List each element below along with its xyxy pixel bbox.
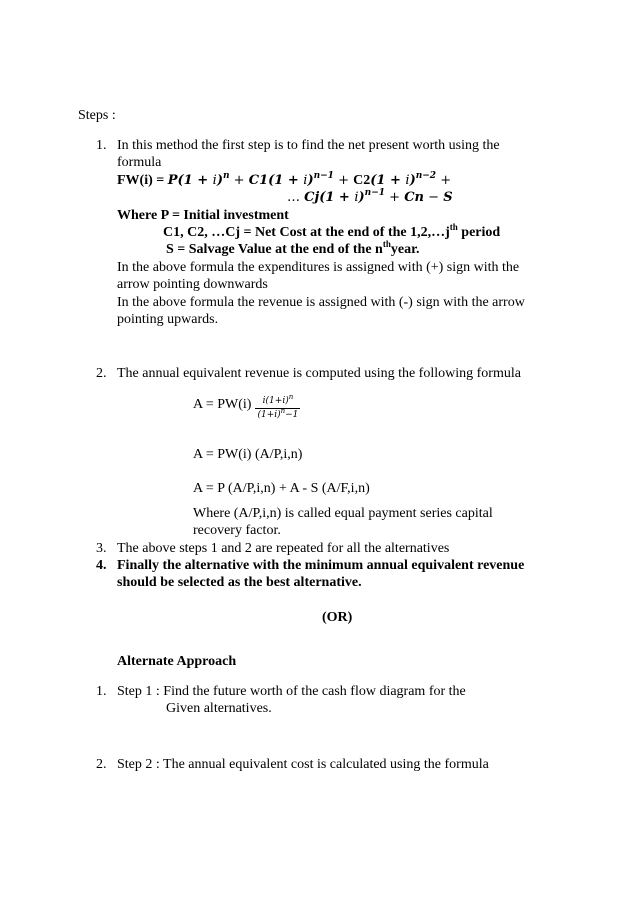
step-4-number: 4. bbox=[96, 558, 107, 573]
step-2-text: The annual equivalent revenue is computed using the following formula bbox=[117, 366, 521, 381]
formula-a-pw-lhs: A = PW(i) bbox=[193, 397, 252, 412]
alternate-approach-title: Alternate Approach bbox=[117, 654, 237, 669]
fraction-numerator: $i(1+i)^n$ bbox=[255, 396, 300, 409]
step-2-number: 2. bbox=[96, 366, 107, 381]
where-s-superscript: th bbox=[382, 239, 391, 249]
formula-a-pw-ap: A = PW(i) (A/P,i,n) bbox=[193, 447, 303, 462]
alt-step-1-text-line2: Given alternatives. bbox=[166, 701, 272, 716]
where-c-text: C1, C2, …Cj = Net Cost at the end of the 1,2,…j bbox=[163, 225, 450, 240]
where-s-suffix: year. bbox=[390, 242, 420, 257]
step-4-text-line1: Finally the alternative with the minimum annual equivalent revenue bbox=[117, 558, 525, 573]
step-4-text-line2: should be selected as the best alternative. bbox=[117, 575, 362, 590]
fw-formula-line1 bbox=[117, 172, 451, 189]
where-c-line bbox=[163, 224, 500, 241]
where-p-line: Where P = Initial investment bbox=[117, 208, 289, 223]
where-ap-line2: recovery factor. bbox=[193, 523, 281, 538]
where-c-superscript: th bbox=[449, 222, 458, 232]
step-1-number: 1. bbox=[96, 138, 107, 153]
or-label: (OR) bbox=[322, 610, 353, 625]
formula-a-p-af: A = P (A/P,i,n) + A - S (A/F,i,n) bbox=[193, 481, 370, 496]
steps-heading: Steps : bbox=[78, 108, 116, 123]
note-expenditure-line1: In the above formula the expenditures is assigned with (+) sign with the bbox=[117, 260, 520, 275]
fraction-denominator: $(1+i)^n-1$ bbox=[257, 407, 299, 420]
step-3-number: 3. bbox=[96, 541, 107, 556]
where-ap-line1: Where (A/P,i,n) is called equal payment series capital bbox=[193, 506, 493, 521]
note-revenue-line2: pointing upwards. bbox=[117, 312, 219, 327]
step-1-text-line2: formula bbox=[117, 155, 162, 170]
fw-label: FW(i) = bbox=[117, 173, 168, 188]
fw-formula-line2 bbox=[287, 189, 453, 206]
alt-step-2-number: 2. bbox=[96, 757, 107, 772]
fw-expression-render-1: $P(1 + i)^n + C1(1 + i)^{n-1} + C2(1 + i)^{n-2}$ + bbox=[167, 171, 452, 188]
note-expenditure-line2: arrow pointing downwards bbox=[117, 277, 268, 292]
annuity-fraction bbox=[255, 393, 300, 421]
fw-expression-render-2: … $Cj(1 + i)^{n-1} + Cn - S$ bbox=[287, 188, 453, 205]
alt-step-1-text-line1: Step 1 : Find the future worth of the cash flow diagram for the bbox=[117, 684, 466, 699]
where-s-text: S = Salvage Value at the end of the n bbox=[166, 242, 383, 257]
where-s-line bbox=[166, 241, 420, 258]
alt-step-1-number: 1. bbox=[96, 684, 107, 699]
note-revenue-line1: In the above formula the revenue is assigned with (-) sign with the arrow bbox=[117, 295, 525, 310]
step-3-text: The above steps 1 and 2 are repeated for all the alternatives bbox=[117, 541, 450, 556]
alt-step-2-text: Step 2 : The annual equivalent cost is calculated using the formula bbox=[117, 757, 489, 772]
step-1-text-line1: In this method the first step is to find the net present worth using the bbox=[117, 138, 500, 153]
where-c-suffix: period bbox=[457, 225, 501, 240]
formula-a-pw-fraction bbox=[193, 393, 300, 421]
